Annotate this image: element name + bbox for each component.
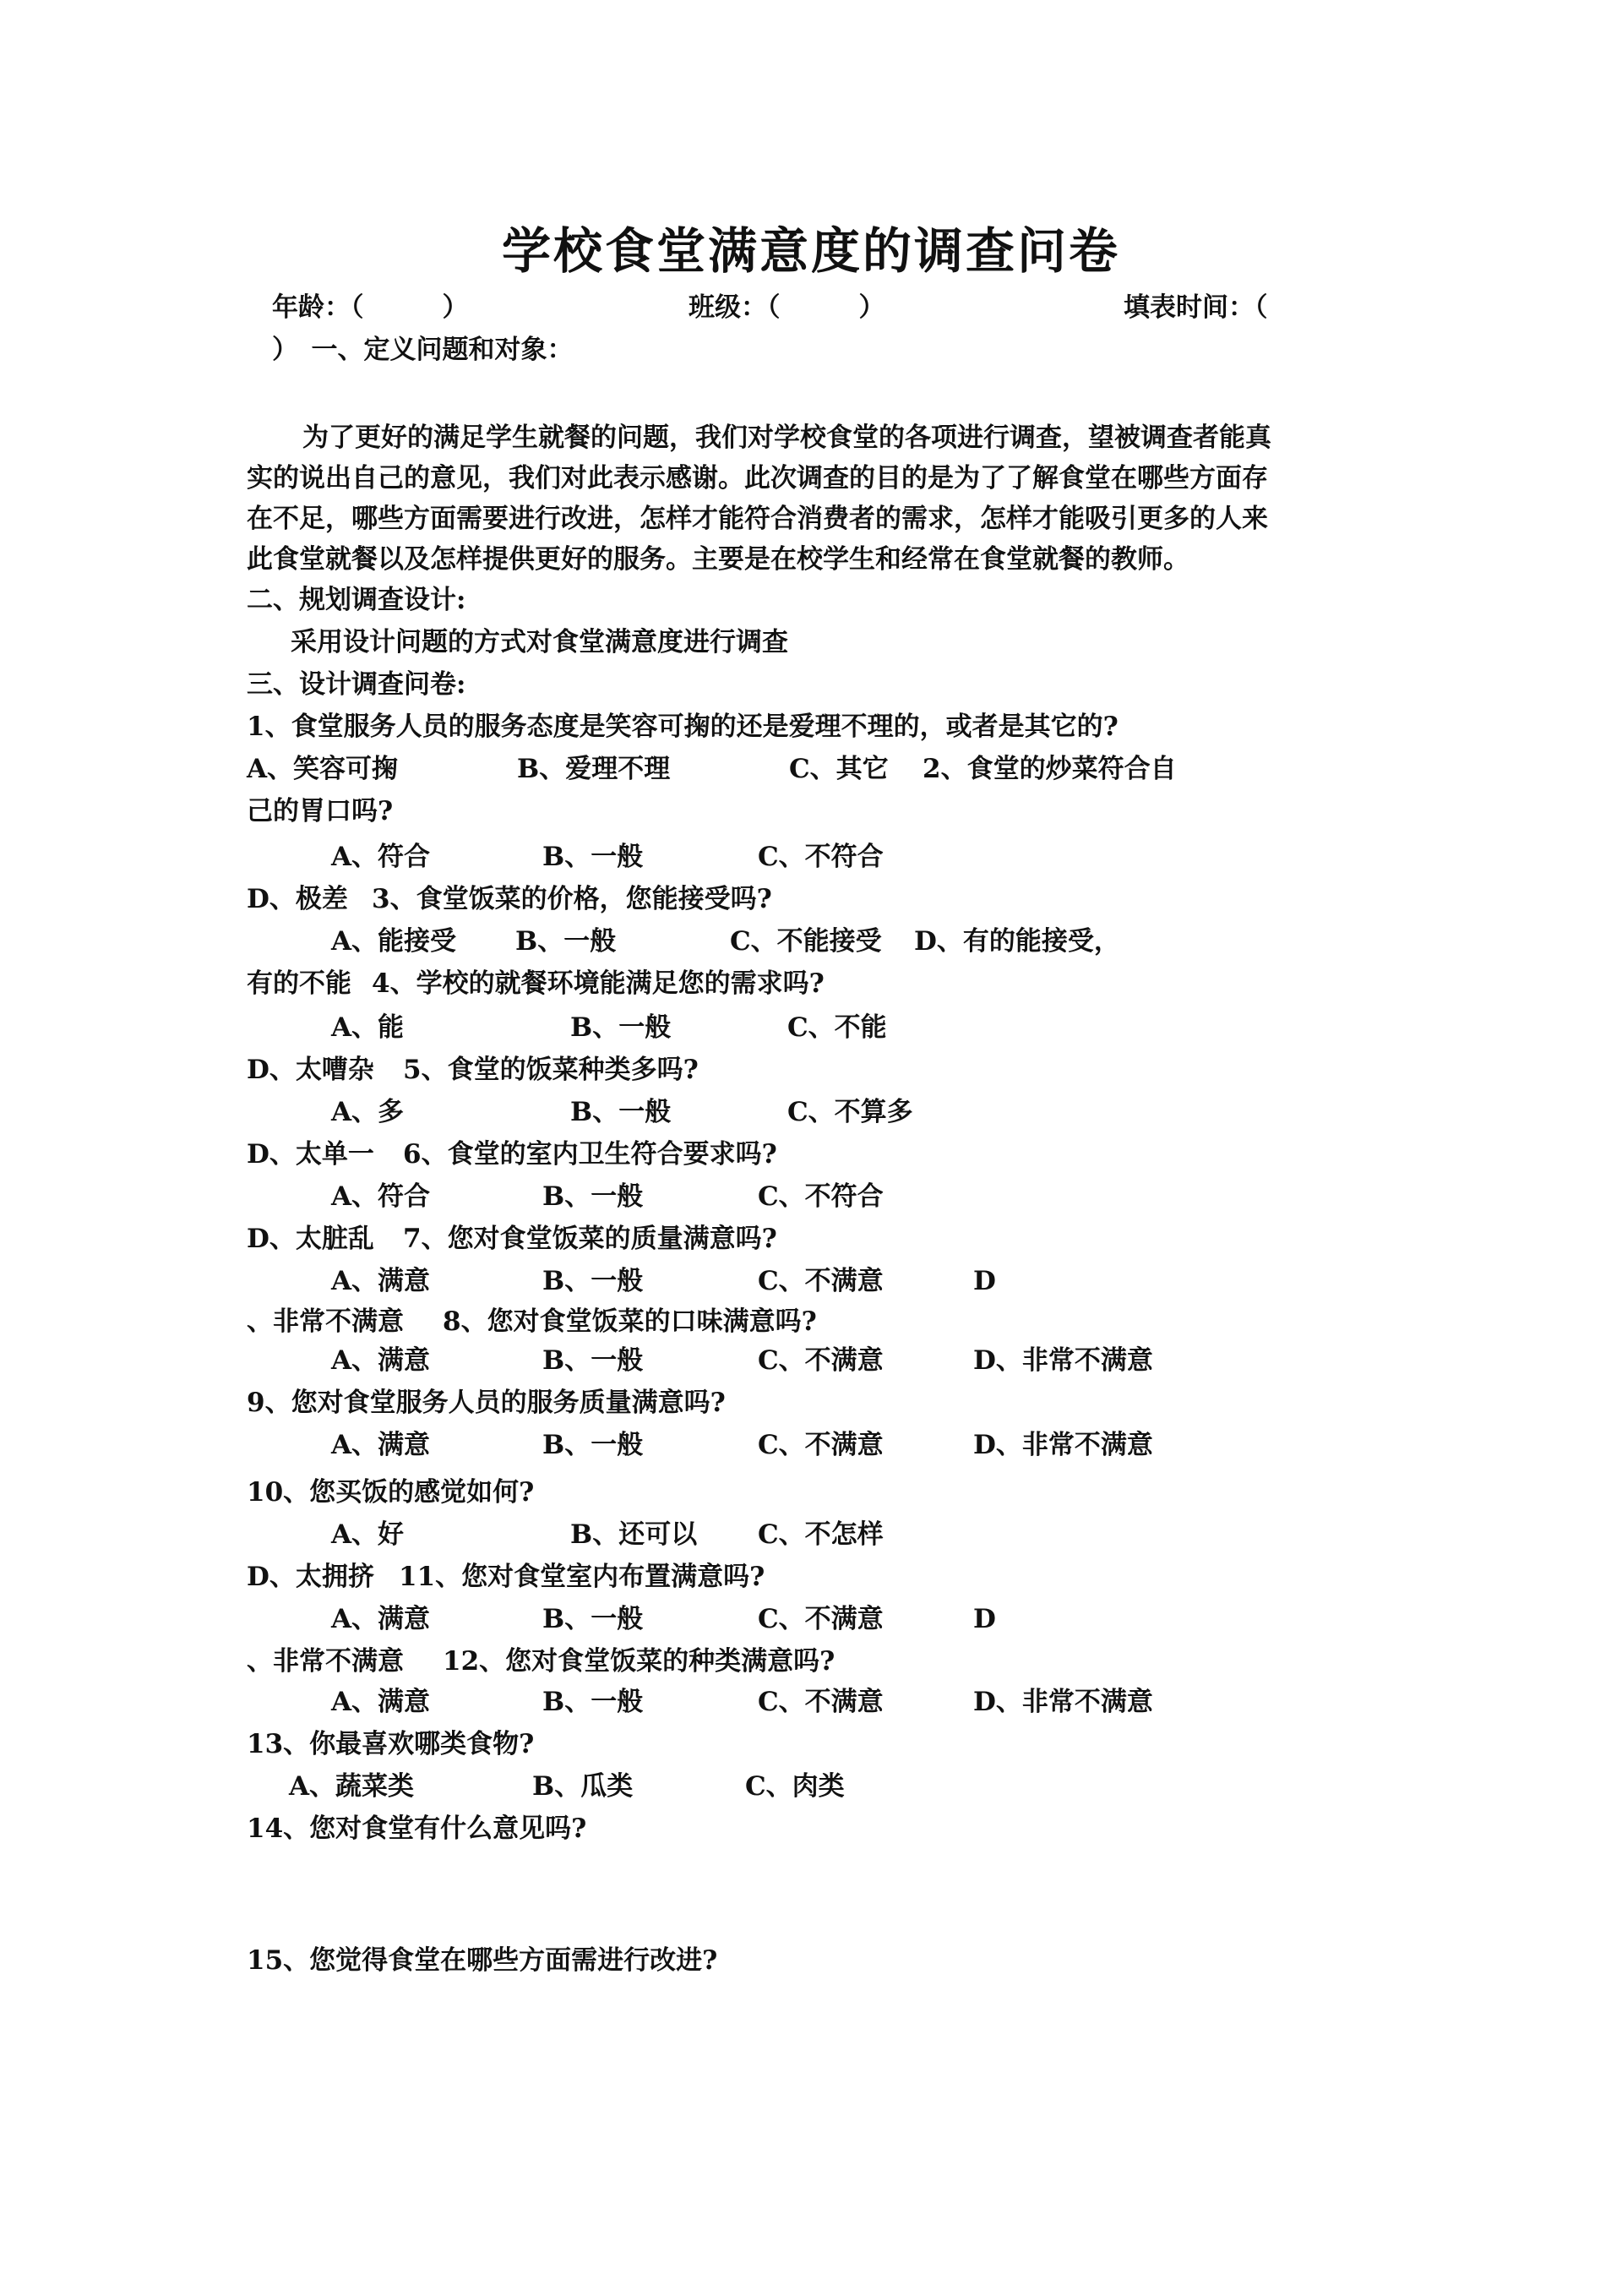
option: D — [973, 1266, 996, 1296]
option: A、符合 — [331, 842, 431, 872]
page-title: 学校食堂满意度的调查问卷 — [501, 222, 1120, 280]
option: D、太单一 — [247, 1139, 374, 1170]
option: A、符合 — [331, 1181, 431, 1212]
question-8: 8、您对食堂饭菜的口味满意吗? — [443, 1306, 817, 1337]
option: D、非常不满意 — [973, 1345, 1153, 1376]
option: C、不满意 — [758, 1430, 884, 1460]
option: A、满意 — [331, 1345, 431, 1376]
intro-line: 实的说出自己的意见，我们对此表示感谢。此次调查的目的是为了了解食堂在哪些方面存 — [247, 463, 1268, 494]
option: C、不满意 — [758, 1687, 884, 1717]
section-3-heading: 三、设计调查问卷: — [247, 669, 466, 700]
option: B、一般 — [570, 1012, 672, 1043]
option: B、爱理不理 — [517, 754, 671, 784]
option: B、一般 — [542, 842, 644, 872]
question-10: 10、您买饭的感觉如何? — [247, 1477, 535, 1508]
option: A、好 — [331, 1519, 405, 1550]
option: D、太嘈杂 — [247, 1055, 374, 1085]
question-6: 6、食堂的室内卫生符合要求吗? — [403, 1139, 777, 1170]
question-2-tail: 己的胃口吗? — [247, 796, 394, 826]
question-3: 3、食堂饭菜的价格，您能接受吗? — [372, 884, 772, 914]
question-9: 9、您对食堂服务人员的服务质量满意吗? — [247, 1388, 726, 1418]
intro-line: 在不足，哪些方面需要进行改进，怎样才能符合消费者的需求，怎样才能吸引更多的人来 — [247, 504, 1268, 534]
option: D、非常不满意 — [973, 1430, 1153, 1460]
option: B、瓜类 — [532, 1771, 634, 1802]
option: A、多 — [331, 1097, 405, 1127]
question-4: 4、学校的就餐环境能满足您的需求吗? — [372, 968, 825, 999]
option: B、还可以 — [570, 1519, 698, 1550]
section-2-text: 采用设计问题的方式对食堂满意度进行调查 — [291, 627, 788, 657]
option: C、肉类 — [745, 1771, 845, 1802]
question-2: 2、食堂的炒菜符合自 — [923, 754, 1177, 784]
option: B、一般 — [542, 1181, 644, 1212]
option: C、不怎样 — [758, 1519, 884, 1550]
age-field: 年龄：（ ） — [272, 292, 469, 323]
class-field: 班级：（ ） — [689, 292, 885, 323]
option: B、一般 — [542, 1266, 644, 1296]
option: C、不能 — [787, 1012, 887, 1043]
option: C、不能接受 — [730, 926, 882, 957]
option: D、有的能接受， — [914, 926, 1120, 957]
option: C、其它 — [789, 754, 889, 784]
option: D — [973, 1604, 996, 1634]
option: 有的不能 — [247, 968, 351, 999]
option: C、不符合 — [758, 1181, 884, 1212]
option: A、笑容可掬 — [247, 754, 399, 784]
date-field: 填表时间：（ — [1124, 292, 1268, 323]
option: D、非常不满意 — [973, 1687, 1153, 1717]
option: A、满意 — [331, 1687, 431, 1717]
option: B、一般 — [570, 1097, 672, 1127]
option: C、不算多 — [787, 1097, 913, 1127]
option: D、太脏乱 — [247, 1224, 374, 1254]
option: D、太拥挤 — [247, 1562, 374, 1592]
question-1: 1、食堂服务人员的服务态度是笑容可掬的还是爱理不理的，或者是其它的? — [247, 712, 1119, 742]
option: C、不符合 — [758, 842, 884, 872]
intro-line: 为了更好的满足学生就餐的问题，我们对学校食堂的各项进行调查，望被调查者能真 — [302, 423, 1271, 453]
question-13: 13、你最喜欢哪类食物? — [247, 1729, 535, 1759]
option: A、蔬菜类 — [289, 1771, 415, 1802]
option: B、一般 — [515, 926, 617, 957]
option: D、极差 — [247, 884, 348, 914]
option: B、一般 — [542, 1604, 644, 1634]
option: B、一般 — [542, 1430, 644, 1460]
option: B、一般 — [542, 1687, 644, 1717]
intro-line: 此食堂就餐以及怎样提供更好的服务。主要是在校学生和经常在食堂就餐的教师。 — [247, 544, 1189, 575]
question-11: 11、您对食堂室内布置满意吗? — [399, 1562, 765, 1592]
question-7: 7、您对食堂饭菜的质量满意吗? — [403, 1224, 777, 1254]
option: A、满意 — [331, 1604, 431, 1634]
question-5: 5、食堂的饭菜种类多吗? — [403, 1055, 699, 1085]
option: A、满意 — [331, 1266, 431, 1296]
option: B、一般 — [542, 1345, 644, 1376]
option: C、不满意 — [758, 1266, 884, 1296]
section-2-heading: 二、规划调查设计: — [247, 585, 466, 615]
option: A、能接受 — [331, 926, 457, 957]
question-12: 12、您对食堂饭菜的种类满意吗? — [443, 1646, 835, 1677]
question-15: 15、您觉得食堂在哪些方面需进行改进? — [247, 1945, 718, 1976]
option: A、能 — [331, 1012, 405, 1043]
option: C、不满意 — [758, 1604, 884, 1634]
option: C、不满意 — [758, 1345, 884, 1376]
option: A、满意 — [331, 1430, 431, 1460]
option: 、非常不满意 — [247, 1306, 404, 1337]
section-1-heading: ） 一、定义问题和对象： — [272, 335, 574, 365]
question-14: 14、您对食堂有什么意见吗? — [247, 1813, 587, 1844]
option: 、非常不满意 — [247, 1646, 404, 1677]
